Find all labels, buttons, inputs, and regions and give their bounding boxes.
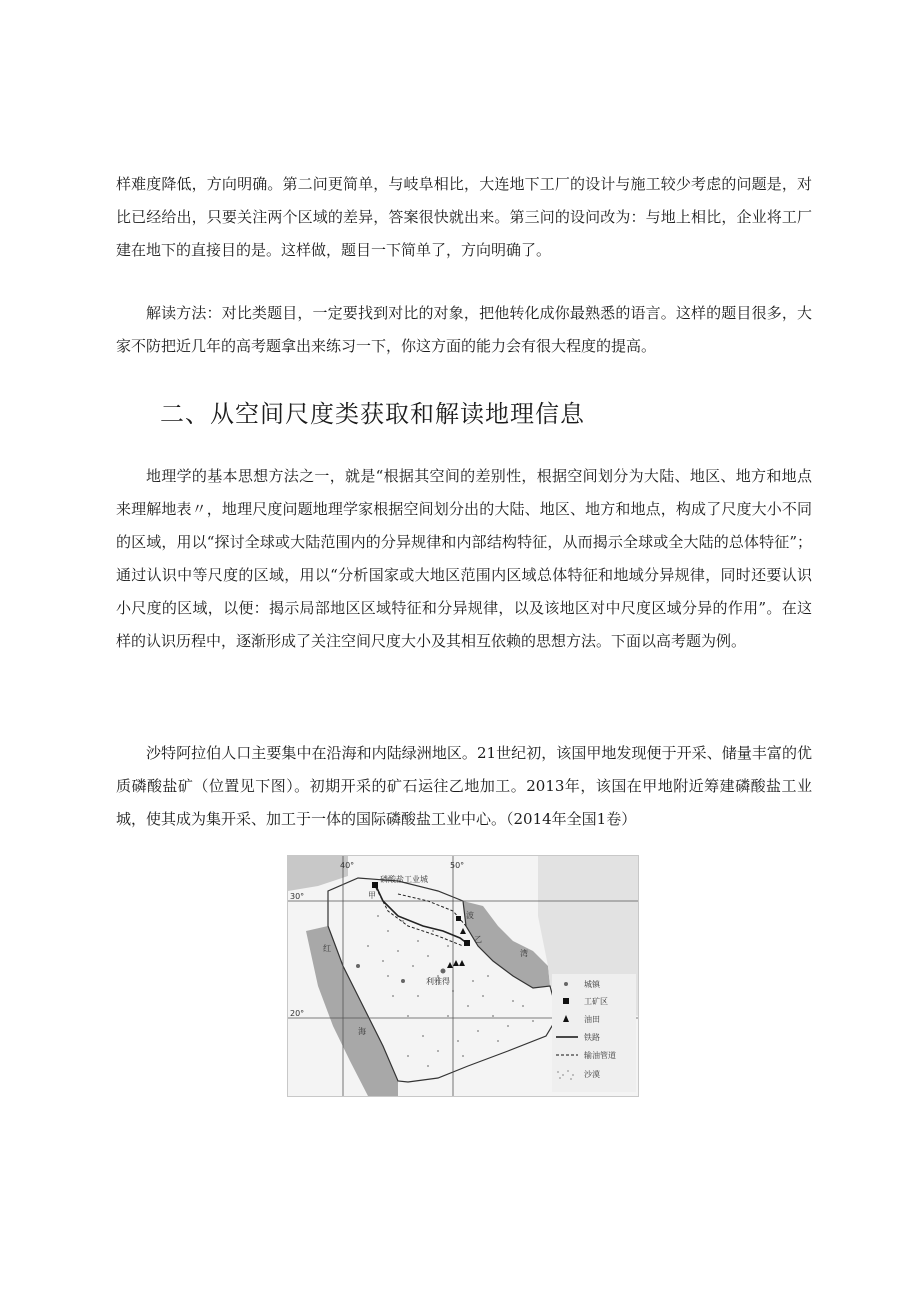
label-phosphate-city: 磷酸盐工业城 bbox=[380, 875, 428, 884]
legend-industrial-label: 工矿区 bbox=[584, 997, 608, 1006]
saudi-arabia-map bbox=[287, 855, 639, 1097]
paragraph-reading-method: 解读方法：对比类题目，一定要找到对比的对象，把他转化成你最熟悉的语言。这样的题目很多，大家不防把近几年的高考题拿出来练习一下，你这方面的能力会有很大程度的提高。 bbox=[116, 304, 812, 355]
industrial-site-jia bbox=[372, 882, 378, 888]
lon-label-40: 40° bbox=[340, 861, 355, 870]
label-yi: 乙 bbox=[474, 935, 482, 944]
section-heading: 二、从空间尺度类获取和解读地理信息 bbox=[160, 400, 585, 428]
legend-oilfield-label: 油田 bbox=[584, 1015, 600, 1024]
lon-label-50: 50° bbox=[450, 861, 465, 870]
lat-label-20: 20° bbox=[290, 1009, 305, 1018]
map-legend bbox=[552, 974, 636, 1092]
legend-town-label: 城镇 bbox=[584, 980, 600, 989]
industrial-site-yi bbox=[464, 940, 470, 946]
legend-pipeline-label: 输油管道 bbox=[584, 1051, 616, 1060]
label-red-sea-1: 红 bbox=[323, 944, 331, 953]
map-svg bbox=[288, 856, 638, 1096]
legend-desert-label: 沙漠 bbox=[584, 1070, 600, 1079]
legend-town-icon bbox=[564, 982, 568, 986]
label-red-sea-2: 海 bbox=[358, 1027, 366, 1036]
paragraph-comparison-analysis: 样难度降低，方向明确。第二问更简单，与岐阜相比，大连地下工厂的设计与施工较少考虑的问题是，对比已经给出，只要关注两个区域的差异，答案很快就出来。第三问的设问改为：与地上相比，企业将工厂建在地下的直接目的是。这样做，题目一下简单了，方向明确了。 bbox=[116, 175, 812, 259]
paragraph-spatial-scale: 地理学的基本思想方法之一，就是“根据其空间的差别性，根据空间划分为大陆、地区、地方和地点来理解地表〃，地理尺度问题地理学家根据空间划分出的大陆、地区、地方和地点，构成了尺度大小不同的区域，用以“探讨全球或大陆范围内的分异规律和内部结构特征，从而揭示全球或全大陆的总体特征”；通过认识中等尺度的区域，用以“分析国家或大地区范围内区域总体特征和地域分异规律，同时还要认识小尺度的区域，以便：揭示局部地区区域特征和分异规律，以及该地区对中尺度区域分异的作用”。在这样的认识历程中，逐渐形成了关注空间尺度大小及其相互依赖的思想方法。下面以高考题为例。 bbox=[116, 467, 812, 650]
paragraph-exam-question: 沙特阿拉伯人口主要集中在沿海和内陆绿洲地区。21世纪初，该国甲地发现便于开采、储量丰富的优质磷酸盐矿（位置见下图）。初期开采的矿石运往乙地加工。2013年，该国在甲地附近筹建磷酸盐工业城，使其成为集开采、加工于一体的国际磷酸盐工业中心。（2014年全国1卷） bbox=[116, 744, 812, 828]
label-jia: 甲 bbox=[368, 891, 376, 900]
legend-railway-label: 铁路 bbox=[584, 1033, 600, 1042]
label-riyadh: 利雅得 bbox=[426, 977, 450, 986]
legend-industrial-icon bbox=[563, 998, 569, 1004]
lat-label-30: 30° bbox=[290, 892, 305, 901]
label-gulf-2: 湾 bbox=[520, 949, 528, 958]
industrial-site-gulf bbox=[456, 916, 461, 921]
label-gulf-1: 波 bbox=[466, 911, 474, 920]
